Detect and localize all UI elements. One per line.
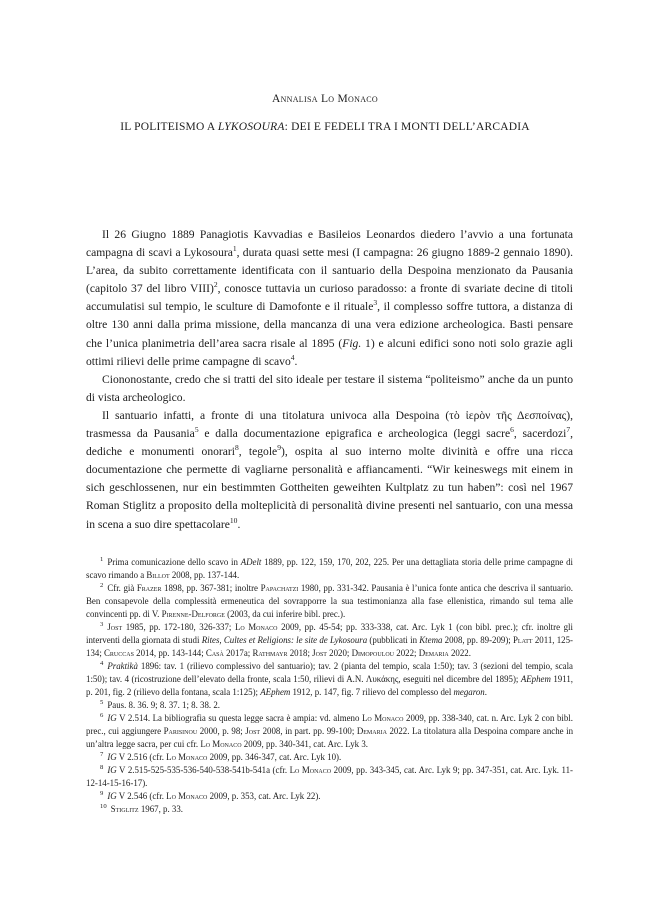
italic-run: IG — [107, 765, 117, 775]
text-run: 2009, pp. 343-345, cat. Arc. Lyk 9; pp. 347-351, cat. Arc. Lyk. 11-12-14-15-16-17). — [86, 765, 573, 788]
text-run: 1912, p. 147, fig. 7 rilievo del complesso del — [290, 687, 454, 697]
italic-run: IG — [107, 752, 117, 762]
text-run: 2008, pp. 137-144. — [169, 570, 240, 580]
author-ref: Jost — [245, 726, 261, 736]
footnote-1 — [86, 556, 573, 582]
text-run: Paus. 8. 36. 9; 8. 37. 1; 8. 38. 2. — [107, 700, 220, 710]
text-run: , conosce tuttavia un curioso paradosso: a fronte di svariate decine di titoli accumulatisi sul tempio, le sculture di Damofonte e il rituale — [86, 282, 573, 314]
footnote-number: 8 — [100, 764, 104, 772]
italic-run: AEphem — [520, 674, 551, 684]
author-ref: Lo Monaco — [361, 713, 404, 723]
text-run: 1) e alcuni edifici sono noti solo grazie agli ottimi rilievi delle prime campagne di scavo — [86, 336, 574, 368]
text-run: V 2.516 (cfr. — [116, 752, 167, 762]
footnote-2 — [86, 582, 573, 621]
text-run: 2008, pp. 89-209); — [442, 635, 513, 645]
author-ref: Pirenne-Delforge — [161, 609, 225, 619]
text-run: Il 26 Giugno 1889 Panagiotis Kavvadias e Basileios Leonardos diedero l’avvio a una fortunata campagna di scavi a Lykosoura — [86, 228, 573, 260]
author-ref: Rathmayr — [252, 648, 288, 658]
author-ref: Billot — [146, 570, 170, 580]
footnote-number: 4 — [100, 660, 104, 668]
text-run: Cfr. già — [107, 583, 137, 593]
author-ref: Cruccas — [104, 648, 134, 658]
footnote-5 — [86, 699, 573, 712]
italic-run: Rites, Cultes et Religions: le site de Lykosoura — [201, 635, 368, 645]
footnote-8 — [86, 764, 573, 790]
footnote-ref-9: 9 — [277, 443, 281, 453]
text-run: 1911, p. 201, fig. 2 (rilievo della fontana, scala 1:125); — [86, 674, 573, 697]
title-part-1: IL POLITEISMO A — [120, 121, 218, 133]
footnote-ref-8: 8 — [235, 443, 239, 453]
text-run: 1967, p. 33. — [138, 804, 183, 814]
author-ref: Parisinou — [163, 726, 198, 736]
author-ref: Jost — [312, 648, 327, 658]
text-run: V 2.514. La bibliografia su questa legge sacra è ampia: vd. almeno — [116, 713, 362, 723]
author-ref: Platt — [513, 635, 533, 645]
article-title — [0, 121, 650, 133]
italic-run: AEphem — [260, 687, 291, 697]
text-run: . — [294, 354, 298, 368]
author-ref: Stiglitz — [110, 804, 139, 814]
footnote-number: 9 — [100, 790, 104, 798]
text-run: 2008, in part. pp. 99-100; — [260, 726, 357, 736]
footnote-ref-3: 3 — [373, 298, 378, 308]
text-run: 2009, pp. 346-347, cat. Arc. Lyk 10). — [207, 752, 342, 762]
paragraph-1 — [86, 226, 573, 371]
footnote-ref-7: 7 — [566, 425, 571, 435]
footnote-number: 3 — [100, 621, 104, 629]
author-ref: Demaria — [356, 726, 387, 736]
text-run: 2018; — [287, 648, 313, 658]
text-run: 2009, p. 353, cat. Arc. Lyk 22). — [207, 791, 321, 801]
footnote-number: 2 — [100, 582, 104, 590]
footnote-ref-4: 4 — [290, 352, 295, 362]
italic-run: Praktikà — [107, 661, 138, 671]
text-run: 2022. — [448, 648, 471, 658]
text-run: (pubblicati in — [367, 635, 420, 645]
text-run: 1985, pp. 172-180, 326-337; — [122, 622, 235, 632]
footnote-3 — [86, 621, 573, 660]
author-ref: Lo Monaco — [289, 765, 332, 775]
text-run: 1980, pp. 331-342. Pausania è l’unica fonte antica che descriva il santuario. Ben consapevole della complessità ermeneutica del sovrapporre la sua testimonianza alla fase ellenistica, rimando sul tema alle convincenti pp. di V. — [86, 583, 574, 619]
text-run: 2011, 125-134; — [86, 635, 573, 658]
footnote-ref-5: 5 — [194, 425, 199, 435]
text-run: e dalla documentazione epigrafica e archeologica (leggi sacre — [198, 427, 511, 441]
text-run: , il complesso soffre tuttora, a distanza di oltre 130 anni dalla prima missione, della mancanza di una vera edizione archeologica. Basti pensare che l’unica planimetria dell’area sacra risale al 1895 ( — [86, 300, 574, 350]
author-ref: Demaria — [418, 648, 449, 658]
footnote-ref-2: 2 — [213, 280, 218, 290]
figure-ref: Fig. — [342, 336, 362, 350]
text-run: V 2.515-525-535-536-540-538-541b-541a (cfr. — [116, 765, 290, 775]
italic-run: Ktema — [419, 635, 443, 645]
text-run: , sacerdozi — [513, 427, 567, 441]
footnote-ref-10: 10 — [229, 515, 238, 525]
text-run: 2022; — [394, 648, 419, 658]
author-ref: Lo Monaco — [200, 739, 242, 749]
author-name: Annalisa Lo Monaco — [271, 93, 379, 105]
footnote-number: 5 — [100, 699, 104, 707]
text-run: . — [484, 687, 487, 697]
text-run: 2009, pp. 45-54; pp. 333-338, cat. Arc. Lyk 1 (con bibl. prec.); cfr. inoltre gli interventi della giornata di studi — [86, 622, 573, 645]
text-run: 2000, p. 98; — [197, 726, 246, 736]
text-run: Prima comunicazione dello scavo in — [107, 557, 241, 567]
author-ref: Lo Monaco — [234, 622, 278, 632]
footnote-10 — [86, 803, 573, 816]
title-italic: LYKOSOURA — [217, 121, 285, 133]
text-run: V 2.546 (cfr. — [116, 791, 167, 801]
text-run: 2022. La titolatura alla Despoina compare anche in un’altra legge sacra, per cui cfr. — [86, 726, 574, 749]
author-ref: Papachatzi — [260, 583, 299, 593]
text-run: Il santuario infatti, a fronte di una titolatura univoca alla Despoina (τὸ ἱερὸν τῆς Δεσποίνας), trasmessa da Pausania — [86, 408, 573, 441]
footnote-number: 7 — [100, 751, 104, 759]
author-ref: Casà — [205, 648, 224, 658]
text-run: 2014, pp. 143-144; — [133, 648, 206, 658]
footnote-number: 6 — [100, 712, 104, 720]
italic-run: ADelt — [240, 557, 262, 567]
text-run: 1896: tav. 1 (rilievo complessivo del santuario); tav. 2 (pianta del tempio, scala 1:50); tav. 3 (sezioni del tempio, scala 1:50); tav. 4 (ricostruzione dell’elevato della fronte, scala 1:50, rilievi di A.N. Λυκάκης, eseguiti nel dicembre del 1895); — [86, 661, 573, 684]
italic-run: megaron — [453, 687, 485, 697]
paragraph-2: Ciononostante, credo che si tratti del sito ideale per testare il sistema “politeismo” anche da un punto di vista archeologico. — [86, 372, 573, 404]
author-ref: Jost — [107, 622, 123, 632]
footnote-7 — [86, 751, 573, 764]
text-run: 1889, pp. 122, 159, 170, 202, 225. Per una dettagliata storia delle prime campagne di scavo rimando a — [86, 557, 573, 580]
text-run: 2020; — [326, 648, 352, 658]
italic-run: IG — [107, 791, 117, 801]
text-run: (2003, da cui inferire bibl. prec.). — [224, 609, 346, 619]
text-run: 2017a; — [223, 648, 253, 658]
text-run: , tegole — [238, 445, 278, 459]
text-run: , durata quasi sette mesi (I campagna: 26 giugno 1889-2 gennaio 1890). L’area, da subito correttamente identificata con il santuario della Despoina menzionato da Pausania (capitolo 37 del libro VIII) — [86, 246, 573, 296]
italic-run: IG — [107, 713, 117, 723]
title-part-2: : DEI E FEDELI TRA I MONTI DELL’ARCADIA — [284, 121, 530, 133]
paragraph-3 — [86, 407, 573, 534]
text-run: 2009, pp. 338-340, cat. n. Arc. Lyk 2 con bibl. prec., cui aggiungere — [86, 713, 573, 736]
footnote-ref-6: 6 — [510, 425, 514, 435]
footnote-6 — [86, 712, 573, 751]
text-run: , dediche e monumenti onorari — [86, 427, 573, 459]
author-ref: Frazer — [136, 583, 162, 593]
footnote-number: 10 — [100, 803, 107, 811]
footnote-9 — [86, 790, 573, 803]
text-run: ), ospita al suo interno molte divinità e offre una ricca documentazione che permette di vagliarne personalità e affiancamenti. “Wir keineswegs mit einem in sich geschlossenen, nur ein bestimmten Gottheiten geweihten Kultplatz zu tun haben”: così nel 1967 Roman Stiglitz a proposito della molteplicità di personalità divine presenti nel santuario, con una messa in scena a suo dire spettacolare — [86, 445, 574, 531]
text-run: . — [237, 517, 241, 531]
text-run: 1898, pp. 367-381; inoltre — [161, 583, 261, 593]
footnote-4 — [86, 660, 573, 699]
footnotes — [86, 556, 573, 816]
footnote-ref-1: 1 — [232, 244, 237, 254]
text-run: 2009, pp. 340-341, cat. Arc. Lyk 3. — [241, 739, 368, 749]
author-ref: Dimopoulou — [351, 648, 395, 658]
author-ref: Lo Monaco — [166, 791, 208, 801]
footnote-number: 1 — [100, 556, 104, 564]
main-text — [86, 226, 573, 534]
author-ref: Lo Monaco — [166, 752, 208, 762]
